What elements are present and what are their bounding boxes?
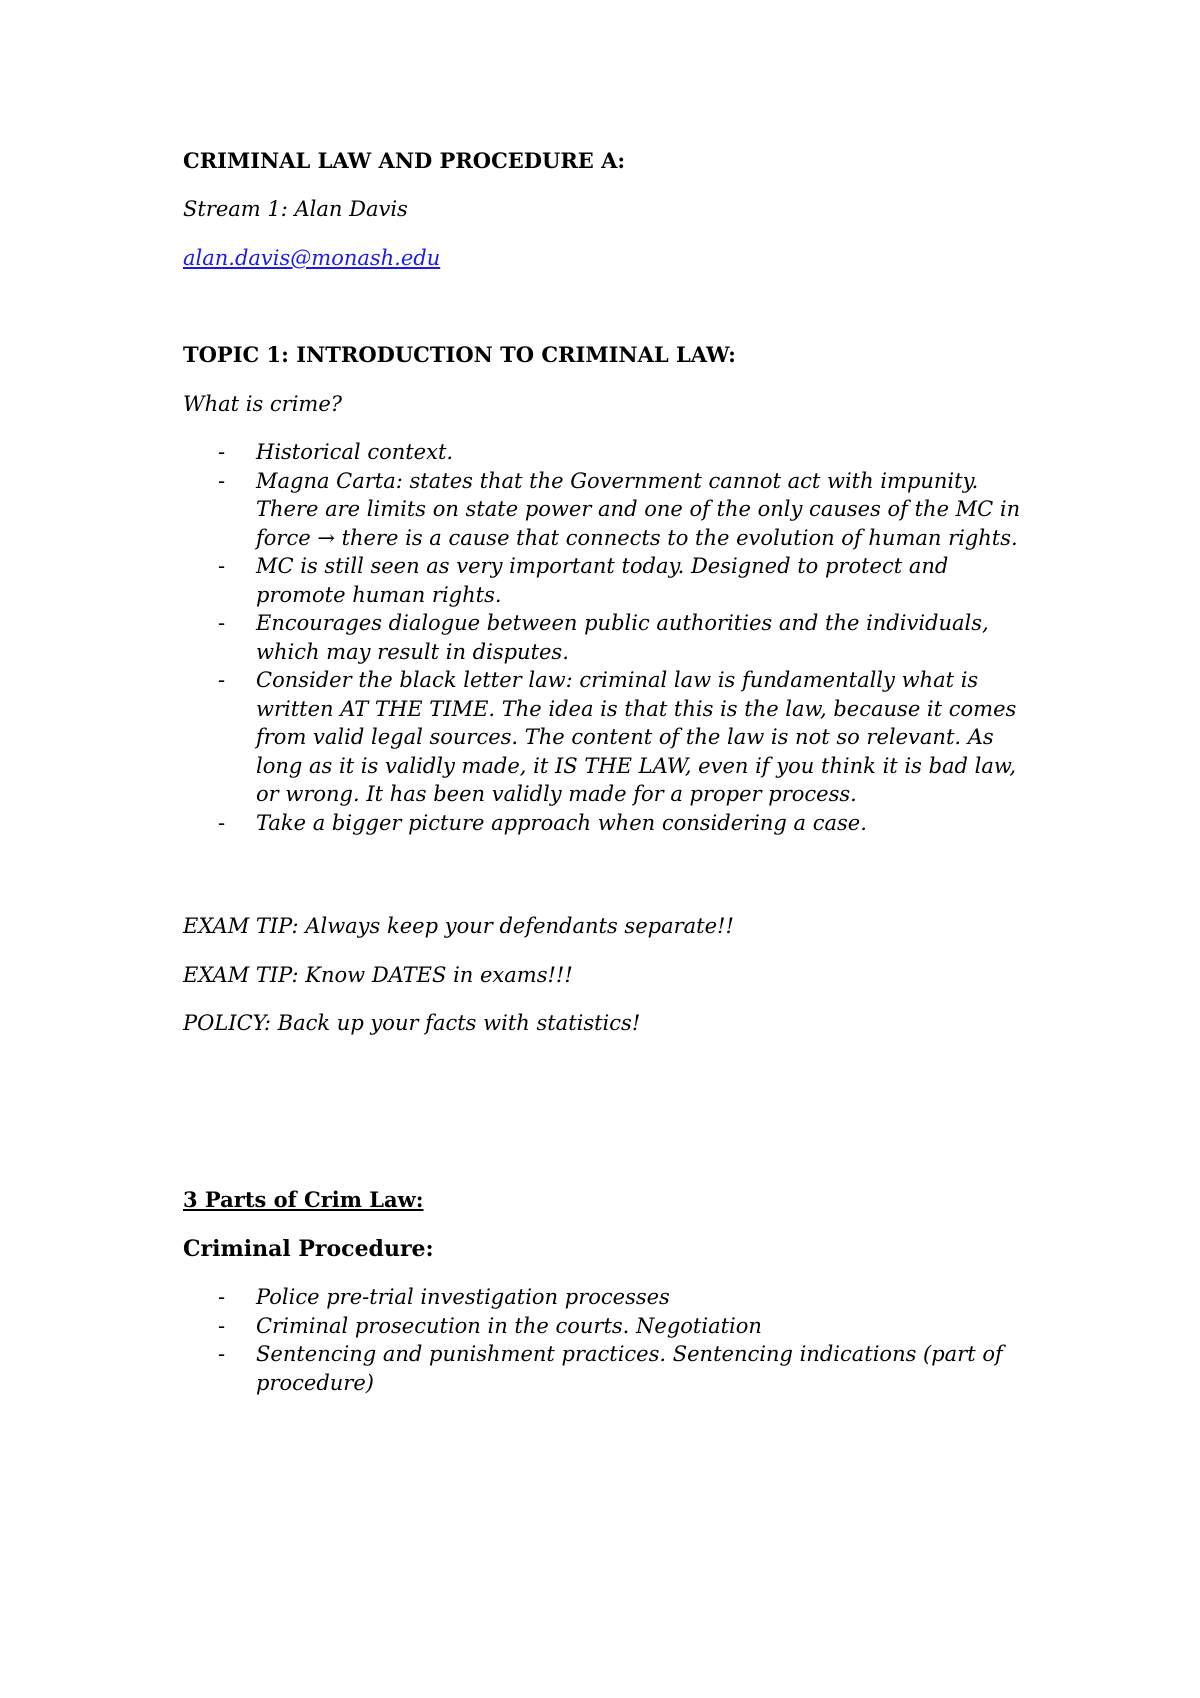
list-item-text: Sentencing and punishment practices. Sentencing indications (part of procedure): [256, 1342, 1003, 1395]
topic-1-title: TOPIC 1: INTRODUCTION TO CRIMINAL LAW:: [183, 342, 736, 367]
list-dash: -: [218, 611, 226, 635]
exam-tip-dates: EXAM TIP: Know DATES in exams!!!: [183, 963, 573, 987]
list-item: [183, 609, 1043, 666]
list-item-text: Magna Carta: states that the Government cannot act with impunity. There are limits on state power and one of the only causes of the MC in force → there is a cause that connects to the evolution of human rights.: [256, 468, 1021, 550]
list-dash: -: [218, 554, 226, 578]
list-item: [183, 1340, 1043, 1397]
policy-tip: POLICY: Back up your facts with statistics!: [183, 1011, 641, 1035]
list-dash: -: [218, 440, 226, 464]
list-dash: -: [218, 468, 226, 493]
exam-tip-defendants: EXAM TIP: Always keep your defendants separate!!: [183, 914, 734, 938]
what-is-crime-subtitle: What is crime?: [183, 392, 343, 416]
topic-1-list: [183, 438, 1043, 837]
list-dash: -: [218, 1285, 226, 1309]
list-dash: -: [218, 1313, 226, 1338]
list-item: [183, 666, 1043, 809]
list-item-text: Police pre-trial investigation processes: [256, 1285, 670, 1309]
list-dash: -: [218, 668, 226, 692]
criminal-procedure-list: [183, 1283, 1043, 1397]
list-item: [183, 1283, 1043, 1312]
list-item-text: Consider the black letter law: criminal law is fundamentally what is written AT THE TIME. The idea is that this is the law, because it comes from valid legal sources. The content of the law is not so relevant. As long as it is validly made, it IS THE LAW, even if you think it is bad law, or wrong. It has been validly made for a proper process.: [256, 668, 1017, 806]
course-title: CRIMINAL LAW AND PROCEDURE A:: [183, 148, 626, 173]
list-item: [183, 467, 1043, 553]
list-item: [183, 809, 1043, 838]
list-item-text: MC is still seen as very important today. Designed to protect and promote human rights.: [256, 554, 949, 607]
list-item-text: Take a bigger picture approach when considering a case.: [256, 810, 867, 835]
list-dash: -: [218, 810, 226, 835]
criminal-procedure-title: Criminal Procedure:: [183, 1236, 434, 1262]
list-dash: -: [218, 1342, 226, 1366]
list-item-text: Encourages dialogue between public authorities and the individuals, which may result in disputes.: [256, 611, 989, 664]
list-item: [183, 552, 1043, 609]
three-parts-title: 3 Parts of Crim Law:: [183, 1187, 424, 1212]
list-item: [183, 1312, 1043, 1341]
list-item-text: Criminal prosecution in the courts. Negotiation: [256, 1313, 762, 1338]
stream-line: Stream 1: Alan Davis: [183, 197, 408, 221]
list-item: [183, 438, 1043, 467]
email-link[interactable]: alan.davis@monash.edu: [183, 246, 441, 270]
list-item-text: Historical context.: [256, 440, 454, 464]
